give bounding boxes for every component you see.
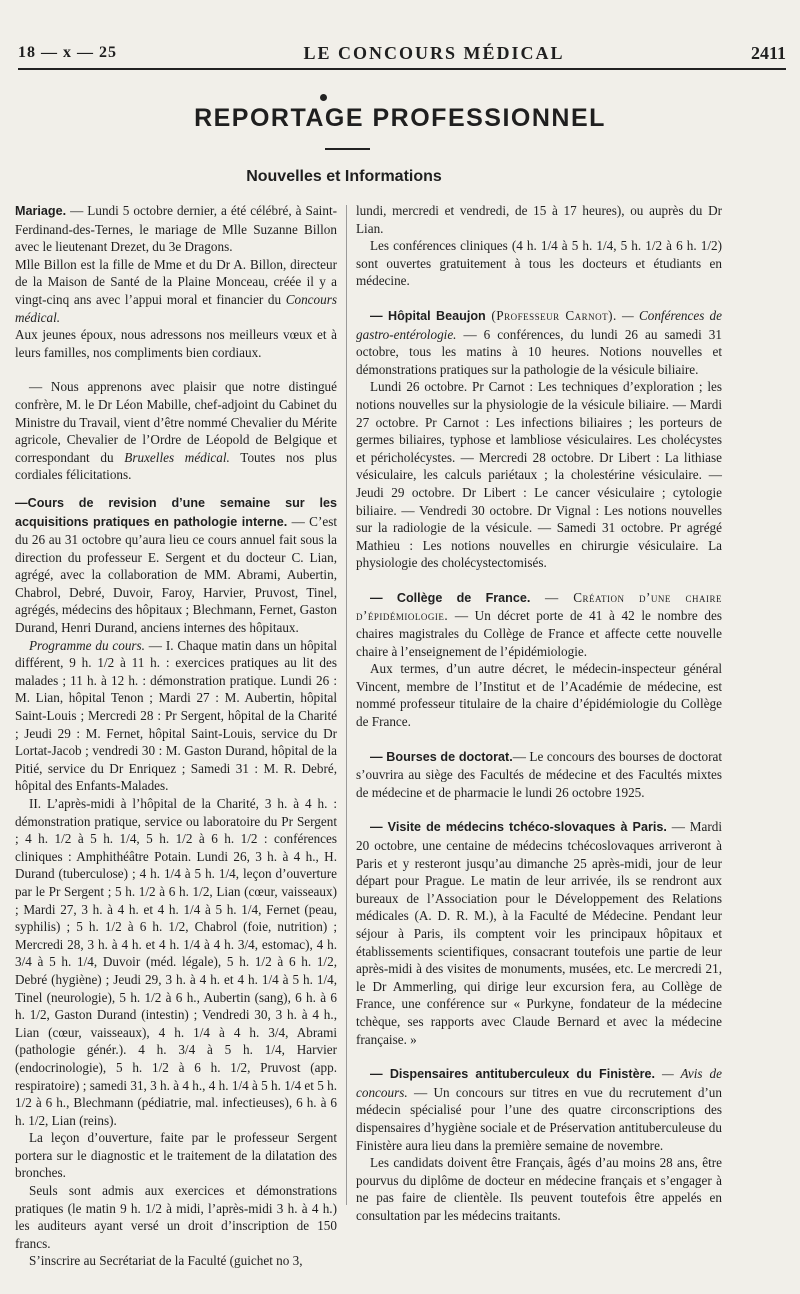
paragraph: Aux termes, d’un autre décret, le médecin-inspecteur général Vincent, membre de l’Institut et de l’Académie de médecine, est nommé professeur titulaire de la chaire d’épidémiologie du Collège de France.: [356, 661, 722, 730]
article-visite: [356, 818, 722, 1048]
paragraph: Les candidats doivent être Français, âgés d’au moins 28 ans, être pourvus du diplôme de docteur en médecine français et s’engager à ne pas faire de clientèle. Ils peuvent toutefois être appelés en consultation par les médecins traitants.: [356, 1155, 722, 1223]
article-label: — Visite de médecins tchéco-slovaques à Paris.: [370, 820, 667, 835]
article-dispensaires: [356, 1065, 722, 1154]
page-number: 2411: [750, 42, 786, 63]
paragraph: Lundi 26 octobre. Pr Carnot : Les techniques d’exploration ; les notions nouvelles sur la physiologie de la vésicule biliaire. — Mardi 27 octobre. Pr Carnot : Les infections biliaires ; les porteurs de germes biliaires, typhose et lambliose vésiculaires. Les cholécystes et péricholécystes. — Mercredi 28 octobre. Dr Libert : La lithiase vésiculaire, les calculs pariétaux ; la cholestérine vésiculaire. — Jeudi 29 octobre. Dr Libert : Le cancer vésiculaire ; cytologie biliaire. — Vendredi 30 octobre. Dr Vignal : Les notions nouvelles sur la radiologie de la vésicule. — Samedi 31 octobre. Pr agrégé Mathieu : Les notions nouvelles en chirurgie vésiculaire. La physiologie des cholécystectomisés.: [356, 379, 722, 571]
paragraph: [15, 256, 337, 326]
column-separator: [346, 205, 347, 1205]
spacer: [15, 484, 337, 494]
article-text: — Lundi 5 octobre dernier, a été célébré, à Saint-Ferdinand-des-Ternes, le mariage de Mlle Suzanne Billon avec le lieutenant Drezet, du 3e Dragons.: [15, 203, 337, 255]
professor-name: (Professeur Carnot).: [485, 307, 617, 323]
ornament-dot: [320, 94, 327, 101]
paragraph: Les conférences cliniques (4 h. 1/4 à 5 h. 1/4, 5 h. 1/2 à 6 h. 1/2) sont ouvertes gratuitement à tous les docteurs et étudiants en médecine.: [356, 238, 722, 289]
article-text: — Nous apprenons avec plaisir que notre distingué confrère, M. le Dr Léon Mabille, chef-adjoint du Cabinet du Ministre du Travail, vient d’être nommé Chevalier du Mérite agricole, Chevalier de l’Ordre de Léopold de Belgique et correspondant du: [15, 379, 337, 465]
paragraph-text: — I. Chaque matin dans un hôpital différent, 9 h. 1/2 à 11 h. : exercices pratiques au lit des malades ; 11 h. à 12 h. : démonstration pratique. Lundi 26 : M. Lian, hôpital Tenon ; Mardi 27 : M. Aubertin, hôpital Saint-Louis ; Mercredi 28 : Pr Sergent, hôpital de la Charité ; Jeudi 29 : M. Fernet, hôpital Saint-Louis, service du Dr Lortat-Jacob ; vendredi 30 : M. Gaston Durand, hôpital de la Pitié, service du Dr Enriquez ; Samedi 31 : M. R. Debré, hôpital des Enfants-Malades.: [15, 637, 337, 794]
article-text: — Le concours des bourses de doctorat s’ouvrira au siège des Facultés de médecine et des Facultés mixtes de médecine et de pharmacie le lundi 26 octobre 1925.: [356, 748, 722, 800]
article-text: Toutes nos plus cordiales félicitations.: [15, 449, 337, 483]
article-subtitle: — Avis de concours.: [356, 1066, 722, 1100]
spacer: [356, 731, 722, 748]
article-beaujon: [356, 307, 722, 378]
article-label: — Hôpital Beaujon: [370, 308, 486, 323]
article-text: — Un décret porte de 41 à 42 le nombre des chaires magistrales du Collège de France et affecte cette nouvelle chaire à l’enseignement de l’épidémiologie.: [356, 608, 722, 659]
publication-name: Bruxelles médical.: [124, 449, 230, 465]
running-head: [18, 40, 786, 66]
article-subtitle: — Création d’une chaire d’épidémiologie.: [356, 589, 722, 624]
article-text: — Mardi 20 octobre, une centaine de médecins tchécoslovaques arriveront à Paris et y resteront jusqu’au dimanche 25 après-midi, jour de leur départ pour Prague. Le matin de leur arrivée, ils se rendront aux bureaux de l’Association pour le Développement des Relations médicales (A. D. R. M.), à la Faculté de Médecine. Pendant leur séjour à Paris, ils comptent voir les principaux hôpitaux et établissements scientifiques, consacrant toutefois une partie de leur après-midi à des visites de monuments, musées, etc. Le mercredi 21, le Dr Ammerling, qui dirige leur excursion fera, au Collège de France, une conférence sur « Purkyne, fondateur de la médecine tchèque, ses rapports avec Claude Bernard et avec la médecine française. »: [356, 819, 723, 1047]
right-column: [356, 202, 722, 1286]
spacer: [356, 801, 722, 818]
article-college: [356, 589, 722, 660]
paragraph-text: Mlle Billon est la fille de Mme et du Dr A. Billon, directeur de la Maison de Santé de la Plaine Monceau, créée il y a vingt-cinq ans avec l’appui moral et financier du: [15, 256, 337, 307]
article-label: — Bourses de doctorat.: [370, 749, 513, 764]
paragraph: Aux jeunes époux, nous adressons nos meilleurs vœux et à leurs familles, nos compliments bien cordiaux.: [15, 327, 337, 360]
title-rule: [325, 148, 370, 150]
paragraph: lundi, mercredi et vendredi, de 15 à 17 heures), ou auprès du Dr Lian.: [356, 203, 722, 236]
conference-title: — Conférences de gastro-entérologie.: [356, 307, 723, 342]
article-label: —Cours de revision d’une semaine sur les acquisitions pratiques en pathologie interne.: [15, 495, 337, 529]
spacer: [356, 572, 722, 589]
journal-title: LE CONCOURS MÉDICAL: [303, 42, 565, 63]
article-text: — Un concours sur titres en vue du recrutement d’un médecin spécialisé pour l’une des quatre circonscriptions des dispensaires d’hygiène sociale et de Préservation antituberculeuse du Finistère aura lieu dans la première semaine de novembre.: [356, 1084, 722, 1153]
issue-date: 18 — x — 25: [18, 44, 117, 61]
spacer: [356, 290, 722, 307]
article-mabille: [15, 378, 337, 484]
article-label: — Dispensaires antituberculeux du Finistère.: [370, 1067, 656, 1082]
section-title: REPORTAGE PROFESSIONNEL: [194, 104, 606, 132]
article-label: Mariage.: [15, 204, 67, 218]
article-label: — Collège de France.: [370, 590, 531, 605]
paragraph: [15, 637, 337, 795]
header-rule: [18, 68, 786, 70]
article-mariage: [15, 202, 337, 256]
paragraph: S’inscrire au Secrétariat de la Faculté (guichet no 3,: [29, 1253, 303, 1269]
paragraph: Seuls sont admis aux exercices et démonstrations pratiques (le matin 9 h. 1/2 à midi, l’après-midi 3 h. à 4 h.) les auditeurs ayant versé un droit d’inscription de 150 francs.: [15, 1183, 337, 1251]
article-cours: [15, 494, 337, 637]
article-text: — C’est du 26 au 31 octobre qu’aura lieu ce cours annuel fait sous la direction du professeur E. Sergent et du docteur C. Lian, agrégé, avec la collaboration de MM. Abrami, Aubertin, Chabrol, Debré, Duvoir, Faroy, Harvier, Pruvost, Tinel, agrégés, médecins des hôpitaux ; Blechmann, Fernet, Gaston Durand, Henri Durand, anciens internes des hôpitaux.: [15, 513, 337, 636]
journal-name: Concours médical.: [15, 291, 337, 325]
article-bourses: [356, 748, 722, 802]
programme-label: Programme du cours.: [29, 637, 145, 653]
paragraph: II. L’après-midi à l’hôpital de la Charité, 3 h. à 4 h. : démonstration pratique, service ou laboratoire du Pr Sergent ; 4 h. 1/2 à 5 h. 1/4, 5 h. 1/2 à 6 h. 1/2 : conférences cliniques : Amphithéâtre Potain. Lundi 26, 3 h. à 4 h., H. Durand (tuberculose) ; 4 h. 1/4 à 5 h. 1/4, leçon d’ouverture par le Pr Sergent ; 5 h. 1/2 à 6 h. 1/2, Lian (cœur, vaisseaux) ; Mardi 27, 3 h. à 4 h. et 4 h. 1/4 à 5 h. 1/4, Fernet (peau, syphilis) ; 5 h. 1/2 à 6 h. 1/2, Chabrol (foie, nutrition) ; Mercredi 28, 3 h. à 4 h. et 4 h. 1/4 à 4 h. 3/4, estomac), 4 h. 3/4 à 5 h. 1/4, Duvoir (méd. légale), 5 h. 1/2 à 6 h. 1/2, Debré (hygiène) ; Jeudi 29, 3 h. à 4 h. et 4 h. 1/4 à 5 h. 1/4, Tinel (neurologie), 5 h. 1/2 à 6 h., Aubertin (sang), 6 h. à 6 h. 1/2, Gaston Durand (intestin) ; Vendredi 30, 3 h. à 4 h., Lian (cœur, vaisseaux), 4 h. 1/4 à 4 h. 3/4, Abrami (pathologie génér.). 4 h. 3/4 à 5 h. 1/4, Harvier (endocrinologie), 5 h. 1/2 à 6 h. 1/2, Pruvost (app. respiratoire) ; samedi 31, 3 h. à 4 h., 4 h. 1/4 à 5 h. 1/4 et 5 h. 1/2 à 6 h., Blechmann (pédiatrie, mal. infectieuses), 6 h. à 6 h. 1/2, Lian (reins).: [15, 796, 337, 1128]
article-text: — 6 conférences, du lundi 26 au samedi 31 octobre, tous les matins à 10 heures. Notions nouvelles et démonstrations pratiques sur la pathologie de la vésicule biliaire.: [356, 326, 722, 377]
left-column: [15, 202, 337, 1286]
spacer: [15, 361, 337, 378]
paragraph: La leçon d’ouverture, faite par le professeur Sergent portera sur le diagnostic et le traitement de la dilatation des bronches.: [15, 1130, 337, 1181]
spacer: [356, 1048, 722, 1065]
subsection-title: Nouvelles et Informations: [246, 168, 442, 185]
